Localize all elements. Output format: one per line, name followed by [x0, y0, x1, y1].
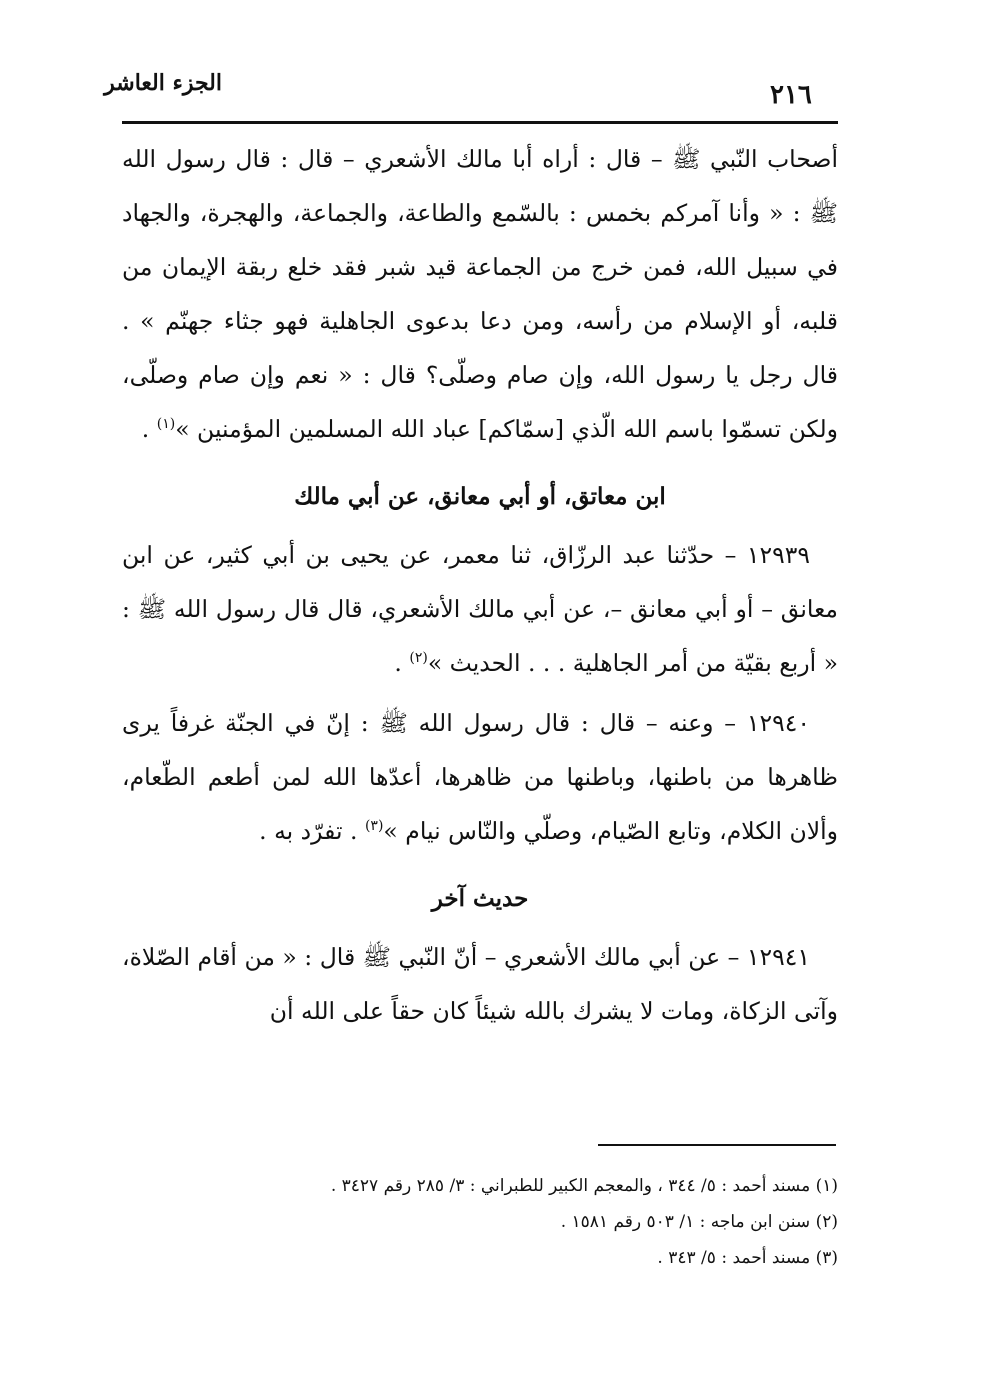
page-number: ٢١٦: [770, 80, 812, 110]
footnote-2: (٢) سنن ابن ماجه : ١/ ٥٠٣ رقم ١٥٨١ .: [560, 1212, 838, 1232]
paragraph-continuation: [122, 132, 838, 456]
header-rule: [122, 121, 838, 124]
paragraph-end: .: [141, 415, 157, 443]
hadith-12941: ١٢٩٤١ – عن أبي مالك الأشعري – أنّ النّبي ﷺ قال : « من أقام الصّلاة، وآتى الزكاة، ومات لا يشرك بالله شيئاً كان حقاً على الله أن: [122, 943, 838, 1025]
footnote-separator: [598, 1144, 836, 1146]
section-heading-ibn-muaniq: ابن معاتق، أو أبي معانق، عن أبي مالك: [294, 483, 666, 510]
footnote-ref-3: (٣): [364, 818, 384, 835]
paragraph-text: ١٢٩٣٩ – حدّثنا عبد الرزّاق، ثنا معمر، عن يحيى بن أبي كثير، عن ابن معانق – أو أبي معانق –، عن أبي مالك الأشعري، قال قال رسول الله ﷺ : « أربع بقيّة من أمر الجاهلية . . . الحديث »: [122, 541, 838, 677]
running-header-title: الجزء العاشر: [104, 70, 222, 96]
footnote-3: (٣) مسند أحمد : ٥/ ٣٤٣ .: [657, 1248, 838, 1268]
paragraph-text: أصحاب النّبي ﷺ – قال : أراه أبا مالك الأشعري – قال : قال رسول الله ﷺ : « وأنا آمركم بخمس : بالسّمع والطاعة، والجماعة، والهجرة، والجهاد في سبيل الله، فمن خرج من الجماعة قيد شبر فقد خلع ربقة الإيمان من قلبه، أو الإسلام من رأسه، ومن دعا بدعوى الجاهلية فهو جثاء جهنّم » . قال رجل يا رسول الله، وإن صام وصلّى؟ قال : « نعم وإن صام وصلّى، ولكن تسمّوا باسم الله الّذي [سمّاكم] عباد الله المسلمين المؤمنين »: [122, 145, 838, 443]
hadith-12939: [122, 528, 838, 690]
section-heading-hadith-akhar: حديث آخر: [431, 885, 529, 912]
footnote-1: (١) مسند أحمد : ٥/ ٣٤٤ ، والمعجم الكبير للطبراني : ٣/ ٢٨٥ رقم ٣٤٢٧ .: [330, 1176, 838, 1196]
footnote-ref-1: (١): [156, 416, 176, 433]
footnote-ref-2: (٢): [409, 650, 428, 667]
paragraph-text: ١٢٩٤٠ – وعنه – قال : قال رسول الله ﷺ : إنّ في الجنّة غرفاً يرى ظاهرها من باطنها، وباطنها من ظاهرها، أعدّها الله لمن أطعم الطّعام، وألان الكلام، وتابع الصّيام، وصلّي والنّاس نيام »: [122, 709, 838, 845]
footnotes: [122, 1168, 838, 1276]
hadith-12940: [122, 696, 838, 858]
paragraph-end: . تفرّد به .: [259, 817, 365, 845]
main-text: [122, 132, 838, 1038]
paragraph-end: .: [394, 649, 410, 677]
